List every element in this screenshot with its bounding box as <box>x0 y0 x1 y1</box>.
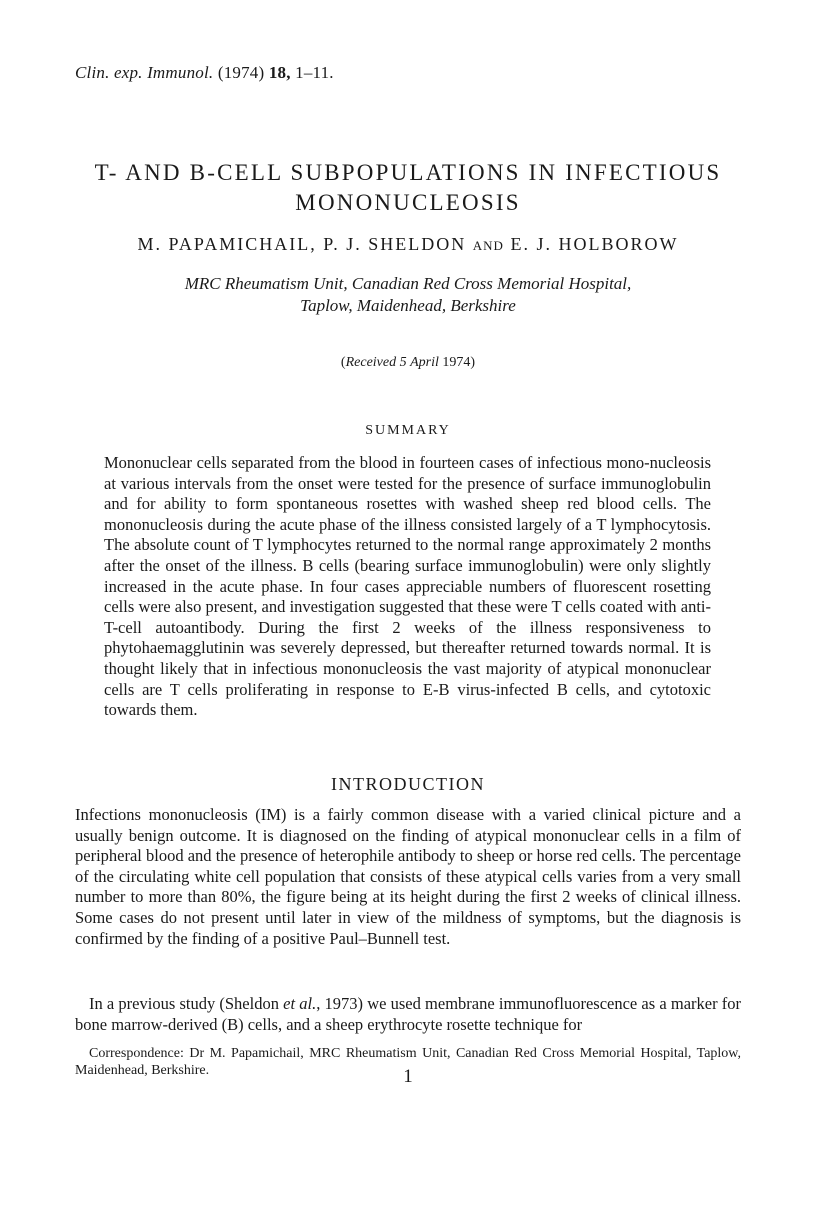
paragraph-2-etal: et al. <box>283 994 317 1013</box>
received-date <box>60 355 756 371</box>
received-month: April <box>410 355 439 370</box>
received-day: 5 <box>399 355 407 370</box>
received-label: Received <box>345 355 397 370</box>
page-number: 1 <box>403 1066 413 1087</box>
introduction-paragraph-2 <box>75 994 741 1035</box>
authors-last: E. J. HOLBOROW <box>510 234 679 254</box>
introduction-paragraph-1: Infections mononucleosis (IM) is a fairly common disease with a varied clinical picture and a usually benign outcome. It is diagnosed on the finding of atypical mononuclear cells in a film of peripheral blood and the presence of heterophile antibody to sheep or horse red cells. The percentage of the circulating white cell population that consists of these atypical cells varies from a very small number to more than 80%, the figure being at its height during the first 2 weeks of clinical illness. Some cases do not present until later in view of the mildness of symptoms, but the diagnosis is confirmed by the finding of a positive Paul–Bunnell test. <box>75 805 741 948</box>
affiliation <box>60 273 756 317</box>
title-line-2: MONONUCLEOSIS <box>295 190 521 215</box>
article-title <box>60 158 756 218</box>
introduction-heading: INTRODUCTION <box>331 774 485 794</box>
citation-pages: 1–11. <box>295 63 334 82</box>
affiliation-line-1: MRC Rheumatism Unit, Canadian Red Cross Memorial Hospital, <box>184 274 632 293</box>
summary-heading: SUMMARY <box>365 423 451 438</box>
summary-text: Mononuclear cells separated from the blood in fourteen cases of infectious mono-nucleosis at various intervals from the onset were tested for the presence of surface immunoglobulin and for ability to form spontaneous rosettes with washed sheep red blood cells. The mononucleosis during the acute phase of the illness consisted largely of a T lymphocytosis. The absolute count of T lymphocytes returned to the normal range approximately 2 months after the onset of the illness. B cells (bearing surface immunoglobulin) were only slightly increased in the acute phase. In four cases appreciable numbers of fluorescent rosetting cells were also present, and investigation suggested that these were T cells coated with anti-T-cell autoantibody. During the first 2 weeks of the illness responsiveness to phytohaemagglutinin was severely depressed, but thereafter returned towards normal. It is thought likely that in infectious mononucleosis the vast majority of atypical mononuclear cells are T cells proliferating in response to E-B virus-infected B cells, and cytotoxic towards them. <box>104 453 711 720</box>
correspondence-footnote: Correspondence: Dr M. Papamichail, MRC Rheumatism Unit, Canadian Red Cross Memorial Hospital, Taplow, Maidenhead, Berkshire. <box>75 1046 741 1078</box>
authors-first: M. PAPAMICHAIL, P. J. SHELDON <box>137 234 467 254</box>
author-list <box>60 234 756 255</box>
title-line-1: T- AND B-CELL SUBPOPULATIONS IN INFECTIOUS <box>94 160 722 185</box>
affiliation-line-2: Taplow, Maidenhead, Berkshire <box>300 296 516 315</box>
paragraph-2-start: In a previous study (Sheldon <box>89 994 279 1013</box>
journal-citation <box>75 63 334 83</box>
authors-conjunction: AND <box>472 238 504 253</box>
citation-year: (1974) <box>217 63 265 82</box>
journal-name: Clin. exp. Immunol. <box>75 63 214 82</box>
paragraph-2-rest: , 1973) we used membrane immunofluorescence as a marker for bone marrow-derived (B) cells, and a sheep erythrocyte rosette technique for <box>75 994 741 1034</box>
citation-volume: 18, <box>268 63 291 82</box>
received-open: ( <box>340 355 346 370</box>
received-year: 1974) <box>442 355 476 370</box>
